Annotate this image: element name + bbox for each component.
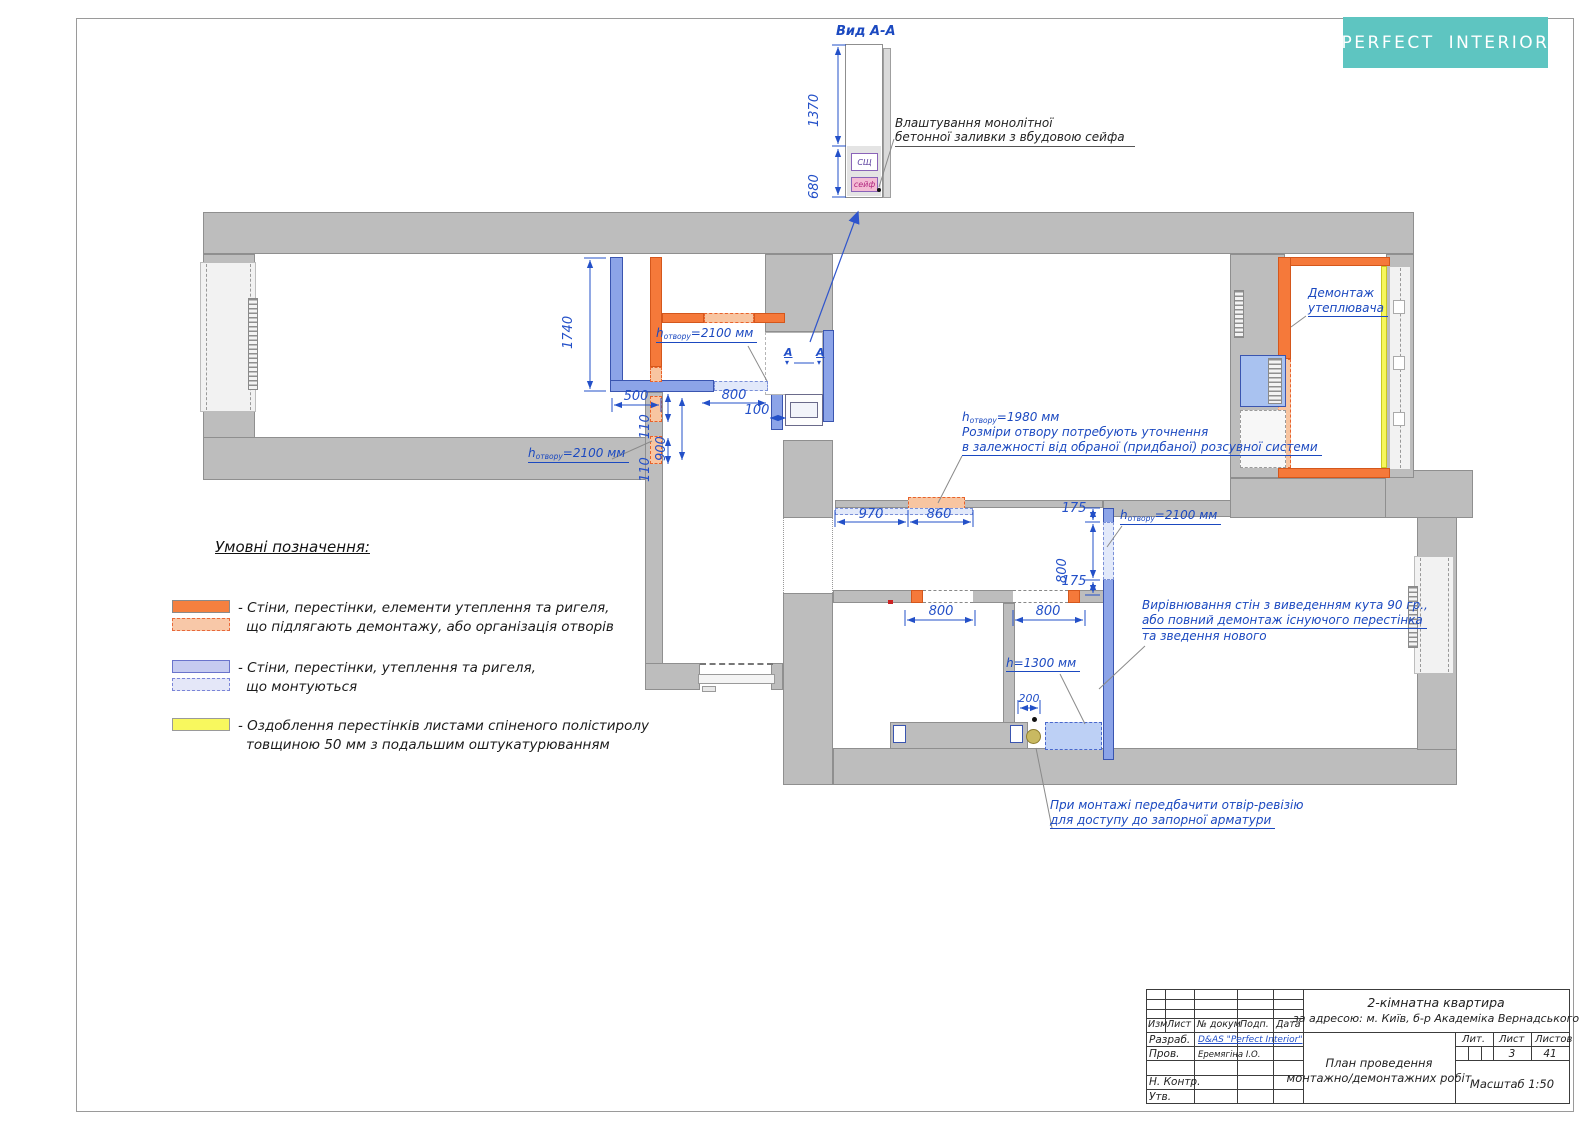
legend-title: Умовні позначення: (215, 538, 370, 556)
opening-wc-door (1013, 590, 1068, 603)
section-marker-a2: А (816, 346, 825, 359)
logo-text-right: INTERIOR (1448, 32, 1550, 53)
opening-bath-door (923, 590, 973, 603)
dim-970: 970 (858, 507, 884, 522)
tb-lit-label: Лит. (1462, 1034, 1486, 1045)
dim-110b: 110 (638, 457, 653, 482)
dim-1740: 1740 (561, 315, 576, 349)
tb-scale: Масштаб 1:50 (1469, 1077, 1555, 1091)
tb-row-nkontr: Н. Контр. (1149, 1076, 1201, 1088)
section-dim-1370: 1370 (807, 93, 822, 127)
fixture-bath (893, 725, 906, 743)
demo-wall-vertical-dashed (650, 367, 662, 382)
dim-860: 860 (926, 507, 952, 522)
cabinet-inner (790, 402, 818, 418)
dim-800-wc: 800 (1035, 604, 1061, 619)
dim-200: 200 (1018, 692, 1040, 705)
tb-list-value: 3 (1508, 1048, 1516, 1060)
demo-balcony-left (1278, 257, 1291, 359)
tb-row-prov: Пров. (1149, 1048, 1180, 1060)
legend-item1-line1: - Стіни, перестінки, елементи утеплення та ригеля, (238, 600, 610, 616)
sheet-frame (76, 18, 1574, 1112)
wall-corridor-bottom-left (645, 663, 700, 690)
window-right-glass-line2 (1448, 558, 1449, 672)
niche-area (765, 332, 823, 395)
company-logo (1343, 17, 1548, 68)
tb-list-label: Лист (1499, 1034, 1525, 1045)
wall-column-lower (783, 593, 833, 785)
entrance-door-leaf (698, 674, 775, 684)
legend-swatch-demolition-dashed (172, 618, 230, 631)
section-marker-arrow2: ▾ (817, 358, 822, 367)
demo-balcony-top (1278, 257, 1390, 266)
duct-block (890, 722, 1028, 749)
balcony-window-latch2 (1393, 356, 1405, 370)
new-wall-corner-down (771, 392, 783, 430)
logo-text-left: PERFECT (1341, 32, 1435, 53)
tb-col-ndoc: № докум (1197, 1019, 1241, 1030)
passage-dotted-left (783, 518, 784, 593)
section-dim-680: 680 (807, 174, 822, 199)
demo-wall-horizontal-b (754, 313, 785, 323)
entrance-opening (700, 663, 773, 666)
fixture-wc (1010, 725, 1023, 743)
legend-item1-line2: що підлягають демонтажу, або організація отворів (246, 619, 614, 635)
label-align-line2: або повний демонтаж існуючого перестінка (1142, 613, 1427, 629)
legend-swatch-new-solid (172, 660, 230, 673)
dim-175a: 175 (1061, 501, 1087, 516)
tb-object-line1: 2-кімнатна квартира (1367, 995, 1505, 1010)
radiator-balcony-wall (1268, 358, 1282, 404)
new-wall-niche-right (823, 330, 834, 422)
dim-800-vert: 800 (1055, 558, 1070, 583)
label-opening-2100a: $h_{отвору}=2100$ мм (656, 326, 757, 343)
legend-item3-line2: товщиною 50 мм з подальшим оштукатурюванням (246, 737, 610, 753)
old-balcony-door-dashed (1240, 410, 1286, 468)
tb-col-list: Лист (1167, 1019, 1192, 1030)
tb-row-razrab: Разраб. (1149, 1034, 1191, 1046)
dim-900: 900 (654, 436, 669, 461)
dim-110a: 110 (638, 414, 653, 439)
balcony-window-latch3 (1393, 412, 1405, 426)
label-align-line3: та зведення нового (1142, 629, 1267, 643)
demo-stub-bath (911, 590, 923, 603)
tb-razrab-value: D&AS "Perfect Interior" (1198, 1035, 1303, 1045)
demo-wall-horizontal-a (662, 313, 704, 323)
door-handle (702, 686, 716, 692)
wall-top-band (203, 212, 1414, 254)
tb-listov-label: Листов (1535, 1034, 1573, 1045)
safe-note-line2: бетонної заливки з вбудовою сейфа (895, 130, 1135, 147)
legend-swatch-polystyrene (172, 718, 230, 731)
label-opening-2100c: $h_{отвору}=2100$ мм (1120, 508, 1221, 525)
new-strip-hallway (835, 508, 973, 515)
passage-dotted-right (832, 518, 833, 593)
safe-note-line1: Влаштування монолітної (895, 116, 1053, 130)
label-opening-1980: $h_{отвору}=1980$ мм (962, 410, 1060, 425)
demo-wall-vertical (650, 257, 662, 367)
legend-item2-line2: що монтуються (246, 679, 358, 695)
wall-column-upper (783, 440, 833, 518)
radiator-left-room (248, 298, 258, 390)
dim-100: 100 (744, 403, 770, 418)
tb-object-line2: за адресою: м. Київ, б-р Академіка Вернадського (1292, 1012, 1580, 1025)
balcony-window-latch1 (1393, 300, 1405, 314)
legend-item2-line1: - Стіни, перестінки, утеплення та ригеля, (238, 660, 536, 676)
new-wall-vertical (610, 257, 623, 382)
section-leader-dot (877, 188, 881, 192)
legend-swatch-new-dashed (172, 678, 230, 691)
section-box-sch: СЩ (851, 153, 878, 171)
ref-point-dot (1032, 717, 1037, 722)
label-demontazh-line2: утеплювача (1308, 301, 1388, 317)
section-marker-arrow1: ▾ (785, 358, 790, 367)
red-mark (888, 600, 893, 604)
section-view-title: Вид А-А (836, 24, 896, 39)
dim-800-bath: 800 (928, 604, 954, 619)
dim-175b: 175 (1061, 574, 1087, 589)
tb-doc-line2: монтажно/демонтажних робіт (1286, 1071, 1472, 1085)
wall-under-balcony (1230, 478, 1387, 518)
demo-stub-wc (1068, 590, 1080, 603)
section-wall-side (883, 48, 891, 198)
tb-prov-value: Еремягіна І.О. (1198, 1050, 1261, 1060)
tb-doc-line1: План проведення (1325, 1056, 1433, 1070)
dim-800-door: 800 (721, 388, 747, 403)
label-opening-2100b: $h_{отвору}=2100$ мм (528, 446, 629, 463)
label-revision-line2: для доступу до запорної арматури (1050, 813, 1275, 829)
new-opening-2100c (1103, 522, 1114, 580)
label-revision-line1: При монтажі передбачити отвір-ревізію (1050, 798, 1304, 812)
riser-pipe (1026, 729, 1041, 744)
section-marker-a1: А (784, 346, 793, 359)
label-h1300: h=1300 мм (1006, 656, 1080, 672)
legend-swatch-demolition-solid (172, 600, 230, 613)
tb-listov-value: 41 (1543, 1048, 1557, 1060)
radiator-topright-room (1234, 290, 1244, 338)
legend-item3-line1: - Оздоблення перестінків листами спіненого полістиролу (238, 718, 649, 734)
label-1980-note3: в залежності від обраної (придбаної) розсувної системи (962, 440, 1322, 456)
label-demontazh-line1: Демонтаж (1308, 286, 1375, 300)
wall-bottom-band (833, 748, 1457, 785)
window-left-glass-line (206, 264, 207, 410)
label-1980-note2: Розміри отвору потребують уточнення (962, 425, 1209, 439)
tb-row-utv: Утв. (1149, 1091, 1172, 1103)
demo-balcony-bottom (1278, 468, 1390, 478)
polystyrene-finish-strip (1381, 266, 1387, 468)
tb-col-data: Дата (1276, 1019, 1301, 1030)
new-partition-h1300 (1045, 722, 1102, 750)
section-box-safe: сейф (851, 177, 878, 192)
demo-opening-horizontal (704, 313, 754, 323)
label-align-line1: Вирівнювання стін з виведенням кута 90 гр., (1142, 598, 1428, 612)
dim-500: 500 (623, 389, 649, 404)
tb-col-izm: Изм (1148, 1019, 1168, 1030)
tb-col-podp: Подп. (1240, 1019, 1269, 1030)
